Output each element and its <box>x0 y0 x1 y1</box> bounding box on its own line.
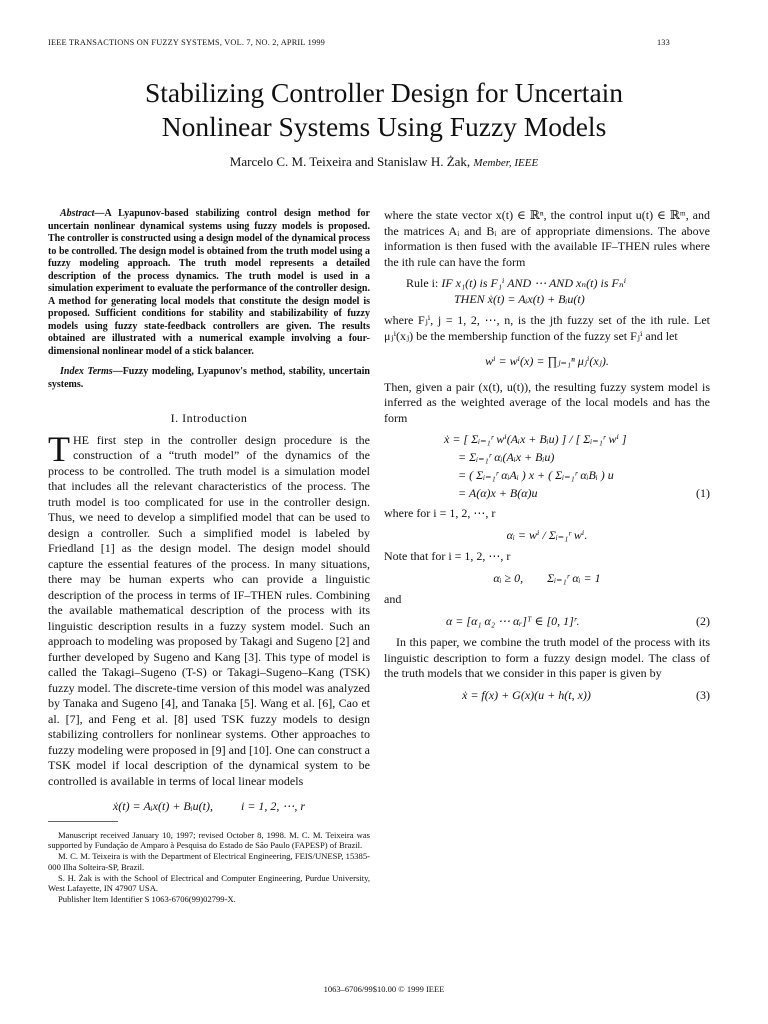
paper-title <box>48 76 720 144</box>
journal-header: IEEE TRANSACTIONS ON FUZZY SYSTEMS, VOL. 7, NO. 2, APRIL 1999 <box>48 38 326 47</box>
fuzzy-rule <box>406 276 710 307</box>
eq1-number: (1) <box>696 486 710 500</box>
right-paragraph-4: where for i = 1, 2, ⋯, r <box>384 506 496 520</box>
footnote-3: S. H. Żak is with the School of Electrical and Computer Engineering, Purdue University, West Lafayette, IN 47907 USA. <box>48 872 370 894</box>
local-model-equation <box>48 799 370 815</box>
equation-3 <box>384 688 710 704</box>
right-paragraph-2: where Fⱼⁱ, j = 1, 2, ⋯, n, is the jth fuzzy set of the ith rule. Let μⱼⁱ(xⱼ) be the membership function of the fuzzy set Fⱼⁱ and let <box>384 313 710 343</box>
abstract <box>48 208 370 358</box>
footnote-2: M. C. M. Teixeira is with the Department of Electrical Engineering, FEIS/UNESP, 15385-000 Ilha Solteira-SP, Brazil. <box>48 851 370 872</box>
alpha-equation: αᵢ = wⁱ / Σᵢ₌₁ʳ wⁱ. <box>506 527 588 542</box>
right-column <box>384 208 710 709</box>
eq1-line-1: ẋ = [ Σᵢ₌₁ʳ wⁱ(Aᵢx + Bᵢu) ] / [ Σᵢ₌₁ʳ wⁱ ] <box>444 432 627 446</box>
title-line-1: Stabilizing Controller Design for Uncertain <box>144 77 624 108</box>
abstract-label: Abstract— <box>60 208 105 219</box>
local-eq-range: i = 1, 2, ⋯, r <box>240 799 306 813</box>
rule-then: THEN ẋ(t) = Aᵢx(t) + Bᵢu(t) <box>454 291 585 306</box>
alpha-conditions: αᵢ ≥ 0, Σᵢ₌₁ʳ αᵢ = 1 <box>493 570 601 585</box>
drop-cap: T <box>48 428 70 469</box>
section-heading: I. Introduction <box>170 411 248 425</box>
eq1-line-4: = A(α)x + B(α)u <box>458 486 538 500</box>
title-line-2: Nonlinear Systems Using Fuzzy Models <box>161 111 607 142</box>
eq2: α = [α₁ α₂ ⋯ αᵣ]ᵀ ∈ [0, 1]ʳ. <box>446 613 580 628</box>
page-number: 133 <box>656 38 670 47</box>
rule-label: Rule i: <box>406 276 439 290</box>
rule-if: IF x₁(t) is F₁ⁱ AND ⋯ AND xₙ(t) is Fₙⁱ <box>441 276 627 290</box>
equation-2 <box>384 614 710 630</box>
right-paragraph-5: Note that for i = 1, 2, ⋯, r <box>384 549 511 563</box>
left-column <box>48 208 370 905</box>
abstract-text: A Lyapunov-based stabilizing control design method for uncertain nonlinear dynamical systems using fuzzy models is proposed. The controller is constructed using a design model of the dynamical process to be controlled. The design model is obtained from the truth model using a fuzzy modeling approach. The truth model represents a detailed description of the process dynamics. The truth model is used in a simulation experiment to evaluate the performance of the controller design. A method for generating local models that constitute the design model is proposed. Sufficient conditions for stability and stabilizability of fuzzy models using fuzzy state-feedback controllers are given. The results obtained are illustrated with a numerical example involving a four-dimensional nonlinear model of a stick balancer. <box>48 208 370 357</box>
page-footer: 1063–6706/99$10.00 © 1999 IEEE <box>323 984 445 994</box>
footnote-1: Manuscript received January 10, 1997; revised October 8, 1998. M. C. M. Teixeira was supported by Fundação de Amparo à Pesquisa do Estado de São Paulo (FAPESP) of Brazil. <box>48 829 370 851</box>
equation-1 <box>444 430 710 502</box>
local-eq: ẋ(t) = Aᵢx(t) + Bᵢu(t), <box>112 799 213 813</box>
index-terms-label: Index Terms— <box>60 366 123 377</box>
right-paragraph-7: In this paper, we combine the truth model of the process with its linguistic description to form a fuzzy design model. The class of the truth models that we consider in this paper is given by <box>384 635 710 680</box>
intro-paragraph <box>48 428 370 790</box>
eq1-line-3: = ( Σᵢ₌₁ʳ αᵢAᵢ ) x + ( Σᵢ₌₁ʳ αᵢBᵢ ) u <box>458 468 614 482</box>
index-terms-text: Fuzzy modeling, Lyapunov's method, stability, uncertain systems. <box>48 366 370 390</box>
eq2-number: (2) <box>696 613 710 628</box>
authors: Marcelo C. M. Teixeira and Stanislaw H. Żak, <box>229 154 471 169</box>
eq1-line-2: = Σᵢ₌₁ʳ αᵢ(Aᵢx + Bᵢu) <box>458 450 555 464</box>
footnote-4: Publisher Item Identifier S 1063-6706(99)02799-X. <box>58 894 236 905</box>
intro-text: HE first step in the controller design procedure is the construction of a “truth model” of the dynamics of the process to be controlled. The truth model is a simulation model that includes all the relevant characteristics of the process. The truth model is too complicated for use in the controller design. Thus, we need to develop a simplified model that can be used to design a controller. Such a simplified model is labeled by Friedland [1] as the design model. The design model should capture the essential features of the process. In many situations, there may be human experts who can provide a linguistic description of the process in terms of IF–THEN rules. Combining the available mathematical description of the process with its linguistic description results in a fuzzy system model. Such an approach to modeling was proposed by Takagi and Sugeno [2] and further developed by Sugeno and Kang [3]. This type of model is called the Takagi–Sugeno (T-S) or Takagi–Sugeno–Kang (TSK) fuzzy model. The discrete-time version of this model was analyzed by Tanaka and Sugeno [4], and Tanaka [5]. Wang et al. [6], Cao et al. [7], and Feng et al. [8] used TSK fuzzy models to design stabilizing controllers for nonlinear systems. Other approaches to fuzzy modeling were proposed in [9] and [10]. One can construct a TSK model if local description of the dynamical system to be controlled is available in terms of local linear models <box>48 432 370 788</box>
member-note: Member, IEEE <box>473 157 539 169</box>
running-header <box>48 38 670 47</box>
author-line <box>48 154 720 170</box>
index-terms <box>48 366 370 391</box>
weight-equation: wⁱ = wⁱ(x) = ∏ⱼ₌₁ⁿ μⱼⁱ(xⱼ). <box>485 354 609 368</box>
eq1-line-4-row <box>444 484 710 502</box>
right-paragraph-6: and <box>384 592 402 606</box>
right-paragraph-3: Then, given a pair (x(t), u(t)), the resulting fuzzy system model is inferred as the weighted average of the local models and has the form <box>384 379 710 425</box>
footnote-rule <box>48 821 118 822</box>
right-paragraph-1: where the state vector x(t) ∈ ℝⁿ, the control input u(t) ∈ ℝᵐ, and the matrices Aᵢ and Bᵢ are of appropriate dimensions. The above information is then fused with the available IF–THEN rules where the ith rule can have the form <box>384 208 710 269</box>
footnotes <box>48 830 370 906</box>
eq3: ẋ = f(x) + G(x)(u + h(t, x)) <box>462 687 591 702</box>
eq3-number: (3) <box>696 687 710 702</box>
